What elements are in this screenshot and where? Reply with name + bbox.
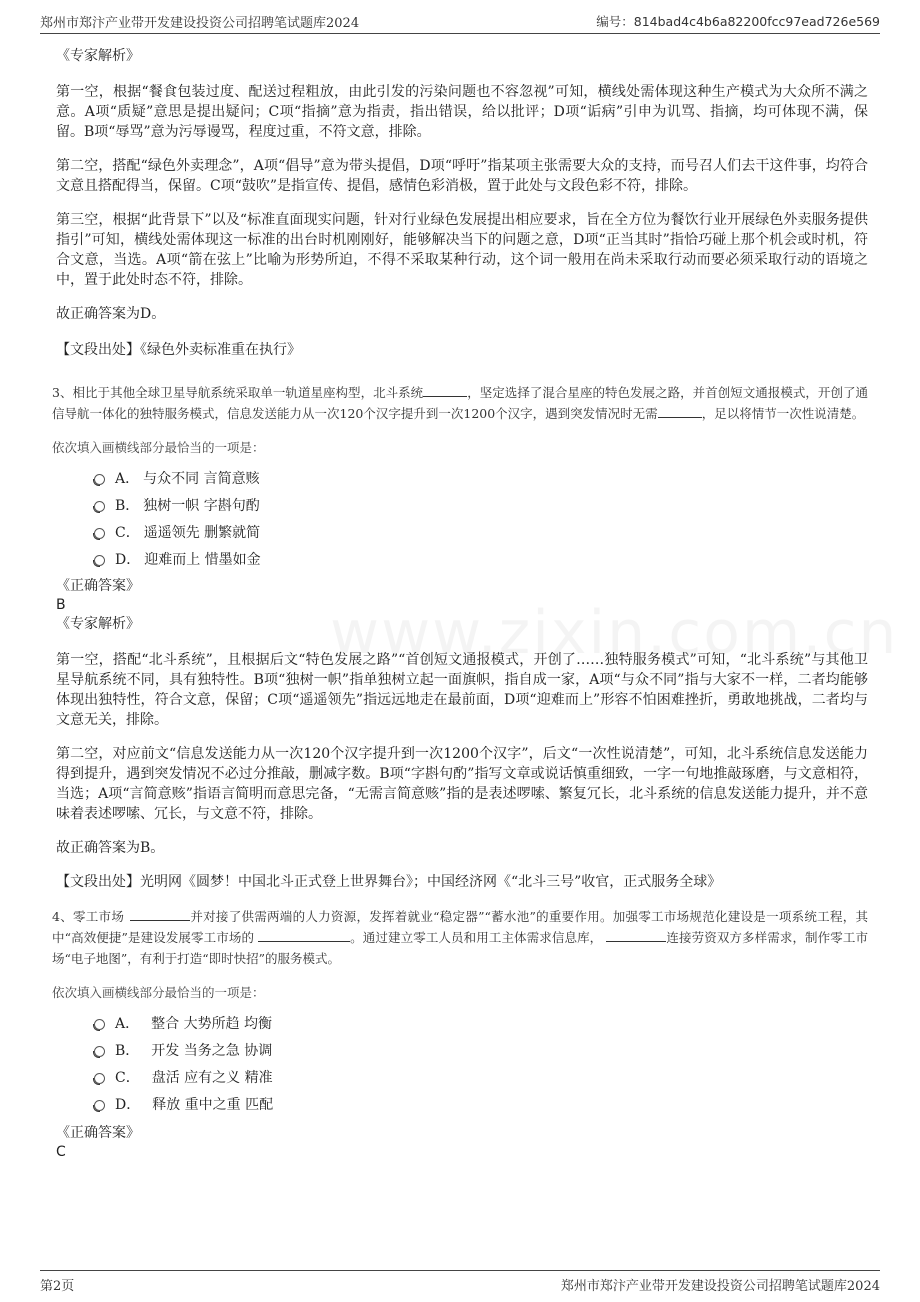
footer-title: 郑州市郑汴产业带开发建设投资公司招聘笔试题库2024 <box>560 1279 880 1294</box>
page-footer <box>40 1270 880 1294</box>
option-letter: B． <box>115 1042 140 1059</box>
radio-icon[interactable] <box>94 1046 105 1057</box>
option-letter: B． <box>115 497 140 514</box>
option-letter: A． <box>115 470 140 487</box>
fill-blank <box>658 404 702 418</box>
answer-label: 《正确答案》 <box>56 1125 140 1141</box>
question-instruction: 依次填入画横线部分最恰当的一项是： <box>52 440 265 455</box>
option-text: 迎难而上 惜墨如金 <box>144 551 261 568</box>
option-d[interactable] <box>94 1090 868 1117</box>
radio-icon[interactable] <box>94 555 105 566</box>
question-stem <box>52 382 868 424</box>
page-number: 第2页 <box>40 1279 75 1294</box>
radio-icon[interactable] <box>94 1019 105 1030</box>
conclusion: 故正确答案为D。 <box>56 306 166 322</box>
option-letter: D． <box>115 551 141 568</box>
radio-icon[interactable] <box>94 1100 105 1111</box>
radio-icon[interactable] <box>94 501 105 512</box>
radio-icon[interactable] <box>94 474 105 485</box>
option-c[interactable] <box>94 518 868 545</box>
analysis-paragraph-2: 第二空，对应前文“信息发送能力从一次120个汉字提升到一次1200个汉字”，后文“一次性说清楚”，可知，北斗系统信息发送能力得到提升，遇到突发情况不必过分推敲，删减字数。B项“字斟句酌”指写文章或说话慎重细致，一字一句地推敲琢磨，与文意相符，当选；A项“言简意赅”指语言简明而意思完备，“无需言简意赅”指的是表述啰嗦、繁复冗长，北斗系统的信息发送能力提升，并不意味着表述啰嗦、冗长，与文意不符，排除。 <box>56 746 868 822</box>
option-text: 释放 重中之重 匹配 <box>152 1096 274 1113</box>
answer-value: C <box>56 1144 66 1160</box>
stem-part: 并对接了供需两端的人力资源，发挥着就业“稳定器”“蓄水池”的重要作用。加强零工市场规范化建设是一项系统工程，其中“高效便捷”是建设发展零工市场的 <box>52 909 868 945</box>
radio-icon[interactable] <box>94 1073 105 1084</box>
document-code: 编号：814bad4c4b6a82200fcc97ead726e569 <box>596 14 880 29</box>
stem-part: 连接劳资双方多样需求，制作零工市场“电子地图”，有利于打造“即时快招”的服务模式。 <box>52 930 868 966</box>
option-letter: C． <box>115 1069 140 1086</box>
answer-value: B <box>56 597 66 613</box>
stem-part: 3、相比于其他全球卫星导航系统采取单一轨道星座构型，北斗系统 <box>52 385 424 400</box>
option-letter: A． <box>115 1015 140 1032</box>
option-c[interactable] <box>94 1063 868 1090</box>
page-content <box>52 46 868 1161</box>
option-text: 独树一帜 字斟句酌 <box>143 497 260 514</box>
fill-blank <box>606 928 666 942</box>
analysis-paragraph-1: 第一空，搭配“北斗系统”，且根据后文“特色发展之路”“首创短文通报模式，开创了……独特服务模式”可知，“北斗系统”与其他卫星导航系统不同，具有独特性。B项“独树一帜”指单独树立起一面旗帜，指自成一家，A项“与众不同”指与大家不一样，二者均能够体现出独特性，符合文意，保留；C项“遥遥领先”指远远地走在最前面，D项“迎难而上”形容不怕困难挫折，勇敢地挑战，二者均与文意无关，排除。 <box>56 652 868 728</box>
source-citation: 【文段出处】《绿色外卖标准重在执行》 <box>56 342 301 358</box>
option-d[interactable] <box>94 545 868 572</box>
analysis-label: 《专家解析》 <box>56 616 140 632</box>
section-previous-analysis <box>56 46 868 360</box>
analysis-paragraph-1: 第一空，根据“餐食包装过度、配送过程粗放，由此引发的污染问题也不容忽视”可知，横线处需体现这种生产模式为大众所不满之意。A项“质疑”意思是提出疑问；C项“指摘”意为指责，指出错误，给以批评；D项“诟病”引申为讥骂、指摘，均可体现不满，保留。B项“辱骂”意为污辱谩骂，程度过重，不符文意，排除。 <box>56 84 868 140</box>
option-text: 整合 大势所趋 均衡 <box>151 1015 273 1032</box>
question-3 <box>52 382 868 892</box>
question-stem <box>52 906 868 969</box>
option-text: 与众不同 言简意赅 <box>143 470 260 487</box>
fill-blank <box>258 928 350 942</box>
question-instruction: 依次填入画横线部分最恰当的一项是： <box>52 985 265 1000</box>
option-text: 盘活 应有之义 精准 <box>151 1069 273 1086</box>
option-a[interactable] <box>94 1009 868 1036</box>
stem-part: 4、零工市场 <box>52 909 125 924</box>
analysis-label: 《专家解析》 <box>56 48 140 64</box>
page-header <box>40 12 880 34</box>
answer-label: 《正确答案》 <box>56 578 140 594</box>
question-4 <box>52 906 868 1161</box>
conclusion: 故正确答案为B。 <box>56 840 165 856</box>
analysis-paragraph-2: 第二空，搭配“绿色外卖理念”，A项“倡导”意为带头提倡，D项“呼吁”指某项主张需要大众的支持，而号召人们去干这件事，均符合文意且搭配得当，保留。C项“鼓吹”是指宣传、提倡，感情色彩消极，置于此处与文段色彩不符，排除。 <box>56 158 868 194</box>
fill-blank <box>423 383 467 397</box>
options-list <box>94 464 868 572</box>
source-citation: 【文段出处】光明网《圆梦！中国北斗正式登上世界舞台》；中国经济网《“北斗三号”收官，正式服务全球》 <box>56 874 722 890</box>
option-b[interactable] <box>94 491 868 518</box>
radio-icon[interactable] <box>94 528 105 539</box>
option-a[interactable] <box>94 464 868 491</box>
header-title: 郑州市郑汴产业带开发建设投资公司招聘笔试题库2024 <box>40 16 360 31</box>
option-text: 开发 当务之急 协调 <box>151 1042 273 1059</box>
analysis-paragraph-3: 第三空，根据“此背景下”以及“标准直面现实问题，针对行业绿色发展提出相应要求，旨在全方位为餐饮行业开展绿色外卖服务提供指引”可知，横线处需体现这一标准的出台时机刚刚好，能够解决当下的问题之意，D项“正当其时”指恰巧碰上那个机会或时机，符合文意，当选。A项“箭在弦上”比喻为形势所迫，不得不采取某种行动，这个词一般用在尚未采取行动而要必须采取行动的语境之中，置于此处时态不符，排除。 <box>56 212 868 288</box>
option-b[interactable] <box>94 1036 868 1063</box>
options-list <box>94 1009 868 1117</box>
option-text: 遥遥领先 删繁就简 <box>143 524 261 541</box>
stem-part: 。通过建立零工人员和用工主体需求信息库， <box>350 930 603 945</box>
stem-part: ，坚定选择了混合星座的特色发展之路，并首创短文通报模式，开创了通信导航一体化的独特服务模式，信息发送能力从一次120个汉字提升到一次1200个汉字，遇到突发情况时无需 <box>52 385 868 421</box>
fill-blank <box>130 907 190 921</box>
option-letter: C． <box>115 524 140 541</box>
stem-part: ，足以将情节一次性说清楚。 <box>701 406 865 421</box>
option-letter: D． <box>115 1096 141 1113</box>
